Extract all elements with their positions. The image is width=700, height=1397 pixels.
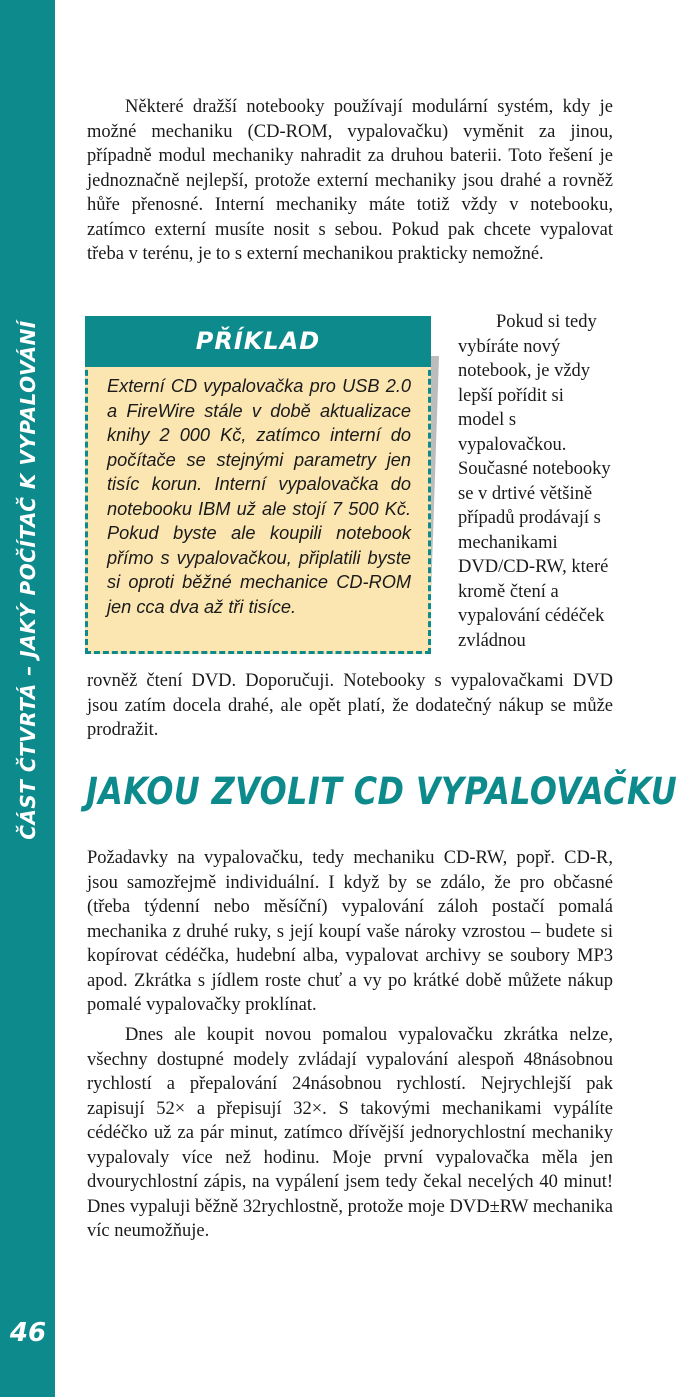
intro-paragraph: Některé dražší notebooky používají modulární systém, kdy je možné mechaniku (CD-ROM, vypalovačku) vyměnit za jinou, případně modul mechaniky nahradit za druhou baterii. Toto řešení je jednoznačně nejlepší, protože externí mechaniky jsou drahé a rovněž hůře přenosné. Interní mechaniky máte totiž vždy v notebooku, zatímco externí musíte nosit s sebou. Pokud pak chcete vypalovat třeba v terénu, je to s externí mechanikou prakticky nemožné.: [87, 97, 613, 264]
example-text: Externí CD vypalovačka pro USB 2.0 a FireWire stále v době aktualizace knihy 2 000 Kč, zatímco interní do počítače se stejnými parametry jen tisíc korun. Interní vypalovačka do notebooku IBM už ale stojí 7 500 Kč. Pokud byste ale koupili notebook přímo s vypalovačkou, připlatili byste si oproti běžné mechanice CD-ROM jen cca dva až tři tisíce.: [107, 376, 411, 617]
page-number: 46: [9, 1318, 47, 1348]
notebook-paragraph-continued: rovněž čtení DVD. Doporučuji. Notebooky s vypalovačkami DVD jsou zatím docela drahé, ale opět platí, že dodatečný nákup se může prodražit.: [87, 671, 613, 740]
example-title: PŘÍKLAD: [85, 316, 431, 367]
speed-paragraph: Dnes ale koupit novou pomalou vypalovačku zkrátka nelze, všechny dostupné modely zvládají vypalování alespoň 48násobnou rychlostí a přepalování 24násobnou rychlostí. Nejrychlejší pak zapisují 52× a přepisují 32×. S takovými mechanikami vypálíte cédéčko už za pár minut, zatímco dřívější jednorychlostní mechaniky vypalovaly více než hodinu. Moje první vypalovačka měla jen dvourychlostní zápis, na vypálení jsem tedy čekal necelých 40 minut! Dnes vypaluji běžně 32rychlostně, protože moje DVD±RW mechanika víc neumožňuje.: [87, 1025, 613, 1241]
example-box: [85, 316, 431, 654]
requirements-paragraph: Požadavky na vypalovačku, tedy mechaniku CD-RW, popř. CD-R, jsou samozřejmě individuální. I když by se zdálo, že pro občasné (třeba týdenní nebo měsíční) vypalování záloh postačí pomalá mechanika z druhé ruky, s její koupí vaše nároky vzrostou – budete si kopírovat cédéčka, hudební alba, vypalovat archivy se soubory MP3 apod. Zkrátka s jídlem roste chuť a vy po krátké době můžete nákup pomalé vypalovačky proklínat.: [87, 848, 613, 1015]
notebook-paragraph: Pokud si tedy vybíráte nový notebook, je vždy lepší pořídit si model s vypalovačkou. Současné notebooky se v drtivé většině případů prodávají s mechanikami DVD/CD-RW, které kromě čtení a vypalování cédéček zvládnou: [458, 312, 611, 651]
chapter-title: ČÁST ČTVRTÁ – JAKÝ POČÍTAČ K VYPALOVÁNÍ: [16, 320, 40, 840]
section-heading: JAKOU ZVOLIT CD VYPALOVAČKU: [86, 770, 678, 813]
side-bar: [0, 0, 55, 1397]
